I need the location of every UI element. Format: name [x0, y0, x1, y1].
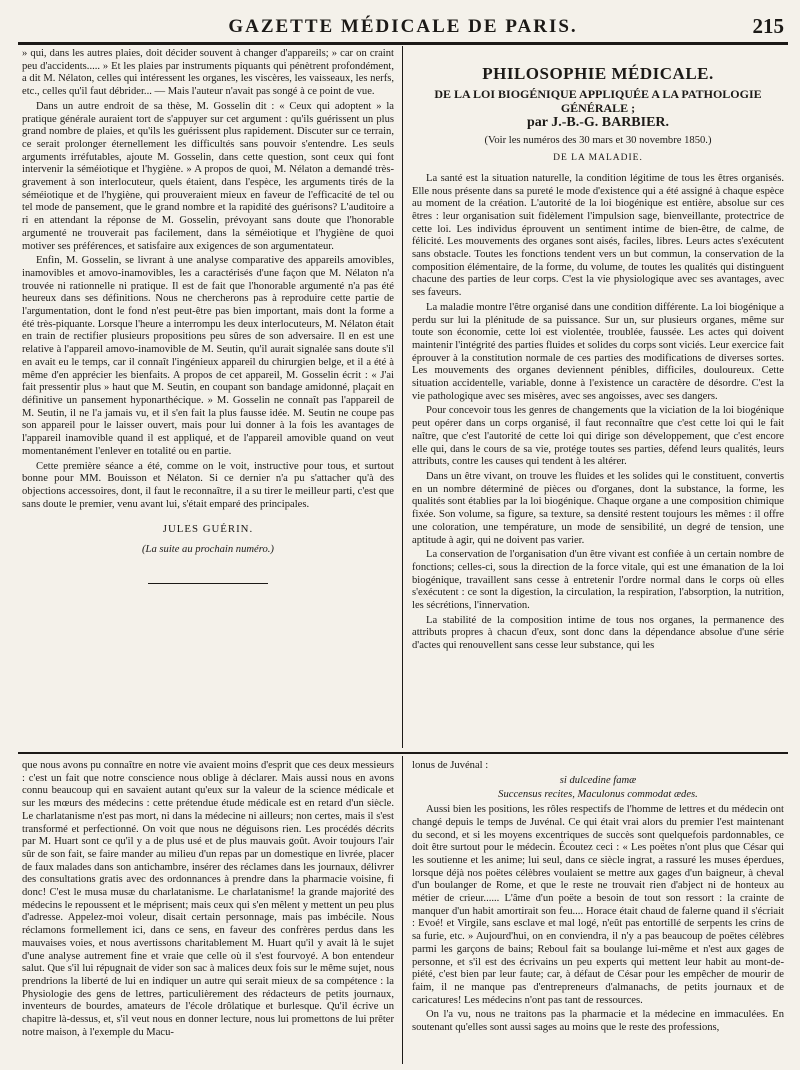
left-column [22, 48, 394, 688]
paragraph: Pour concevoir tous les genres de changements que la viciation de la loi biogénique peut opérer dans un corps organisé, il faut reconnaître que c'est cette loi qui le fait naître, que c'est l'autorité de cette loi qui dirige son développement, que c'est encore elle qui, dans le cours de sa vie, protége toutes ses parties, défend leurs qualités, leurs attributs, contre les causes qui tendent à les altérer. [412, 405, 784, 468]
paragraph: La maladie montre l'être organisé dans une condition différente. La loi biogénique a perdu sur lui la plénitude de sa puissance. Sur un, sur plusieurs organes, même sur toute son économie, cette loi est violentée, troublée, faussée. Les actes qui doivent maintenir l'intégrité des parties fluides et solides du corps sont viciés. Leur exercice fait éprouver à la constitution normale de ces parties des modifications de diverses sortes. Les mouvements des organes deviennent pénibles, difficiles, douloureux. Cette situation accidentelle, variable, donne à l'existence un caractère de désordre. C'est la vie pathologique avec ses misères, avec ses angoisses, avec ses dangers. [412, 301, 784, 402]
paragraph: Cette première séance a été, comme on le voit, instructive pour tous, et surtout bonne pour MM. Bouisson et Nélaton. Si ce dernier n'a pu s'attacher qu'à des objections accessoires, dont, il faut le reconnaître, il a su tirer le meilleur parti, c'est que sans doute le premier, venu avant lui, s'était emparé des principales. [22, 460, 394, 510]
paragraph: La conservation de l'organisation d'un être vivant est confiée à un certain nombre de fonctions; celles-ci, sous la direction de la force vitale, qui est une émanation de la loi biogénique, travaillent sans cesse à entretenir l'ordre normal dans le corps où elles s'exécutent : ce sont la digestion, la circulation, la respiration, l'absorption, la nutrition, les sécrétions, l'innervation. [412, 549, 784, 612]
continued-note: (La suite au prochain numéro.) [142, 544, 274, 556]
author-signature: JULES GUÉRIN. [162, 523, 254, 536]
verse-line: si dulcedine famæ [559, 774, 637, 786]
end-rule [148, 583, 268, 584]
feuilleton-rule [18, 752, 788, 754]
paragraph: Enfin, M. Gosselin, se livrant à une analyse comparative des appareils amovibles, inamovibles et amovo-inamovibles, les a caractérisés d'une façon que M. Nélaton n'a trouvée ni rationnelle ni pratique. Il est de fait que l'honorable argumenté n'a pas été heureux dans ses définitions. Nous ne chercherons pas à reproduire cette partie de l'argumentation, dont le fond n'est peut-être pas bien important, mais dont la forme a été très-piquante. Lorsque l'heure a interrompu les deux interlocuteurs, M. Nélaton était en train de rectifier plusieurs propositions peu sûres de son adversaire. Il en est une relative à l'appareil amovo-inamovible de M. Seutin, qu'il aurait signalée sans doute s'il en avait eu le temps, car il connaît l'ingénieux appareil du chirurgien belge, et il a été à même d'en apprécier les bienfaits. A propos de cet appareil, M. Gosselin écrit : « J'ai fait pressentir plus » haut que M. Seutin, en coupant son bandage amidonné, plaçait en définitive un pansement hyponarthécique. » M. Gosselin ne connaît pas l'appareil de M. Seutin, il ne l'a jamais vu, et il s'en fait la plus fausse idée. M. Seutin ne coupe pas son appareil pour le laisser ouvert, mais pour lui donner à la fois les avantages de l'appareil inamovible quand il est appliqué, et de l'appareil amovible quand on veut momentanément l'enlever en totalité ou en partie. [22, 255, 394, 457]
paragraph: Dans un autre endroit de sa thèse, M. Gosselin dit : « Ceux qui adoptent » la pratique générale auraient tort de s'appuyer sur cet argument : qu'ils guérissent un plus grand nombre de plaies, et qu'ils les guérissent plus rapidement. Discuter sur ce terrain, ce serait prolonger éternellement les difficultés sans pouvoir s'entendre. Les seuls arguments irréfutables, ajoute M. Gosselin, dans cette question, sont ceux qui font intervenir la séméiotique et l'hygiène. » A propos de quoi, M. Nélaton a demandé très-gravement à son interlocuteur, quels étaient, dans l'espèce, les arguments tirés de la séméiotique et de l'hygiène, qui prouveraient mieux en faveur de l'efficacité de tel ou tel mode de pansement, que le grand nombre et la rapidité des guérisons? L'auditoire a ri en attendant la réponse de M. Gosselin, prévoyant sans doute que l'honorable argumenté ne trouverait pas facilement, dans la séméiotique et l'hygiène de quoi motiver ses préférences, et satisfaire aux exigences de son argumentateur. [22, 100, 394, 252]
paragraph: On l'a vu, nous ne traitons pas la pharmacie et la médecine en immaculées. En soutenant qu'elles sont aussi sages au moins que le reste des professions, [412, 1009, 784, 1034]
chapter-heading: DE LA MALADIE. [553, 153, 643, 164]
masthead [18, 14, 788, 40]
article-byline: par J.-B.-G. BARBIER. [526, 114, 670, 130]
masthead-rule [18, 42, 788, 45]
column-divider [402, 46, 403, 748]
section-title: PHILOSOPHIE MÉDICALE. [482, 64, 714, 83]
paragraph: » qui, dans les autres plaies, doit décider souvent à changer d'appareils; » car on craint peu d'accidents..... » Et les plaies par instruments piquants qui pénètrent profondément, a dit M. Nélaton, celles qui intéressent les organes, les viscères, les vaisseaux, les nerfs, etc., celles qu'il faut débrider... — Mais l'auteur n'avait pas songé à ce point de vue. [22, 48, 394, 98]
paragraph: Dans un être vivant, on trouve les fluides et les solides qui le constituent, convertis en un nombre déterminé de pièces ou d'organes, dont la substance, la forme, les qualités sont établies par la loi biogénique. Chaque organe a une composition chimique fixée. Son volume, sa figure, sa texture, sa densité restent toujours les mêmes : il offre une coloration, une température, un mode de sensibilité, un degré de tension, une aptitude à agir, qui ne doivent pas varier. [412, 470, 784, 546]
reference-note: (Voir les numéros des 30 mars et 30 novembre 1850.) [484, 135, 712, 147]
feuilleton-right-column [412, 760, 784, 1066]
verse-intro: lonus de Juvénal : [412, 760, 489, 771]
page-number: 215 [752, 14, 784, 38]
feuilleton-divider [402, 756, 403, 1064]
paragraph: Aussi bien les positions, les rôles respectifs de l'homme de lettres et du médecin ont changé depuis le temps de Juvénal. Ce qui était vrai alors du premier l'est maintenant du second, et si les moyens excentriques de succès sont quelquefois pardonnables, ce doit être surtout pour le médecin. Écoutez ceci : « Les poëtes n'ont plus que César qui les soutienne et les anime; lui seul, dans ce siècle ingrat, a rassuré les muses éperdues, lorsque déjà nos poëtes célèbres voulaient se mettre aux gages d'un baigneur, à cheval d'un boulanger de Rome, et que le reste ne trouvait rien d'abject ni de honteux au métier de crieur...... L'âme d'un poëte a besoin de tout son ressort : la crainte de manquer d'un habit amortirait son feu.... Horace était chaud de falerne quand il s'écriait : Evoé! et Virgile, sans esclave et mal logé, n'eût pas entortillé de serpents les crins de sa furie, etc. » Aujourd'hui, on en conviendra, il n'y a pas beaucoup de poëtes célèbres parmi les garçons de bains; Reboul fait sa boulange lui-même et n'est aux gages de personne, et s'il est des écrivains un peu experts qui mettent leur habit au mont-de-piété, c'est bien par leur faute; car, à défaut de César pour les empêcher de mourir de faim, il ne manque pas d'entrepreneurs d'almanachs, de petits journaux et de caricatures! Les médecins n'ont pas tant de ressources. [412, 804, 784, 1006]
paragraph: La santé est la situation naturelle, la condition légitime de tous les êtres organisés. Elle nous présente dans sa pureté le mode d'existence qui a été assigné à chaque espèce au moment de la création. L'autorité de la loi biogénique est entière, absolue sur ces êtres : leur organisation suit fidèlement l'impulsion sage, bienveillante, protectrice de cette loi. Les individus éprouvent un sentiment intime de bien-être, de calme, de félicité. Les mouvements des organes sont aisés, faciles, libres. Leurs actes s'exécutent sans obstacle. Toutes les fonctions tendent vers un but commun, la conservation de la composition élémentaire, de la forme, du volume, de toutes les qualités qui distinguent chacune des parties de leur corps. C'est la vie physiologique avec ses avantages, avec ses faveurs. [412, 172, 784, 299]
article-subtitle: DE LA LOI BIOGÉNIQUE APPLIQUÉE A LA PATHOLOGIE GÉNÉRALE ; [434, 86, 762, 115]
feuilleton-left-column [22, 760, 394, 1066]
verse-line: Succensus recites, Maculonus commodat ædes. [498, 789, 698, 801]
paragraph: que nous avons pu connaître en notre vie avaient moins d'esprit que ces deux messieurs : c'est un fait que notre conscience nous oblige à déclarer. Mais aussi nous en avons connu beaucoup qui en savaient autant qu'eux sur la valeur de la science médicale et sur les mœurs des médecins : cette prétendue étude médicale est en retard d'un siècle. Le charlatanisme n'est pas mort, ni dans la médecine ni ailleurs; non certes, mais il s'est transformé et perfectionné. On voit que nous ne déguisons rien. Les procédés décrits par M. Huart sont ce qu'il y a de plus usé et de plus mauvais goût. Avoir toujours l'air sûr de son fait, se faire mander au milieu d'un repas par un domestique en livrée, placer de faux malades dans son antichambre, insérer des réclames dans les journaux, délivrer des consultations gratis avec des ordonnances à prendre dans la pharmacie voisine, fi donc! C'est le musa musæ du charlatanisme. Le charlatanisme! la grande majorité des médecins le repoussent et le méprisent; mais ceux qui s'en mêlent y mettent un peu plus d'adresse. Appelez-moi voleur, disait certain personnage, mais pas imbécile. Nous réclamons formellement ici, dans ce sens, en faveur des confrères perdus dans les mauvaises voies, et nous avertissons charitablement M. Huart qu'il y avait là le sujet d'une analyse autrement fine et vraie que celle où il s'est fourvoyé. A bon entendeur salut. Que s'il lui répugnait de vider son sac à malices deux fois sur le même sujet, nous prendrions la liberté de lui en indiquer un autre qui serait mieux de sa compétence : la Physiologie des gens de lettres, particulièrement des rédacteurs de petits journaux, inventeurs de bourdes, amateurs de l'école drôlatique et burlesque. Qu'il écrive un chapitre là-dessus, et, s'il veut nous en donner lecture, nous lui promettons de lui prêter notre maison, à l'exemple du Macu- [22, 760, 394, 1038]
paragraph: La stabilité de la composition intime de tous nos organes, la permanence des attributs propres à chacun d'eux, sont donc dans la dépendance absolue d'une série d'actes qui renouvellent sans cesse leur substance, qui les [412, 614, 784, 652]
right-column [412, 48, 784, 748]
journal-title: GAZETTE MÉDICALE DE PARIS. [228, 16, 578, 37]
